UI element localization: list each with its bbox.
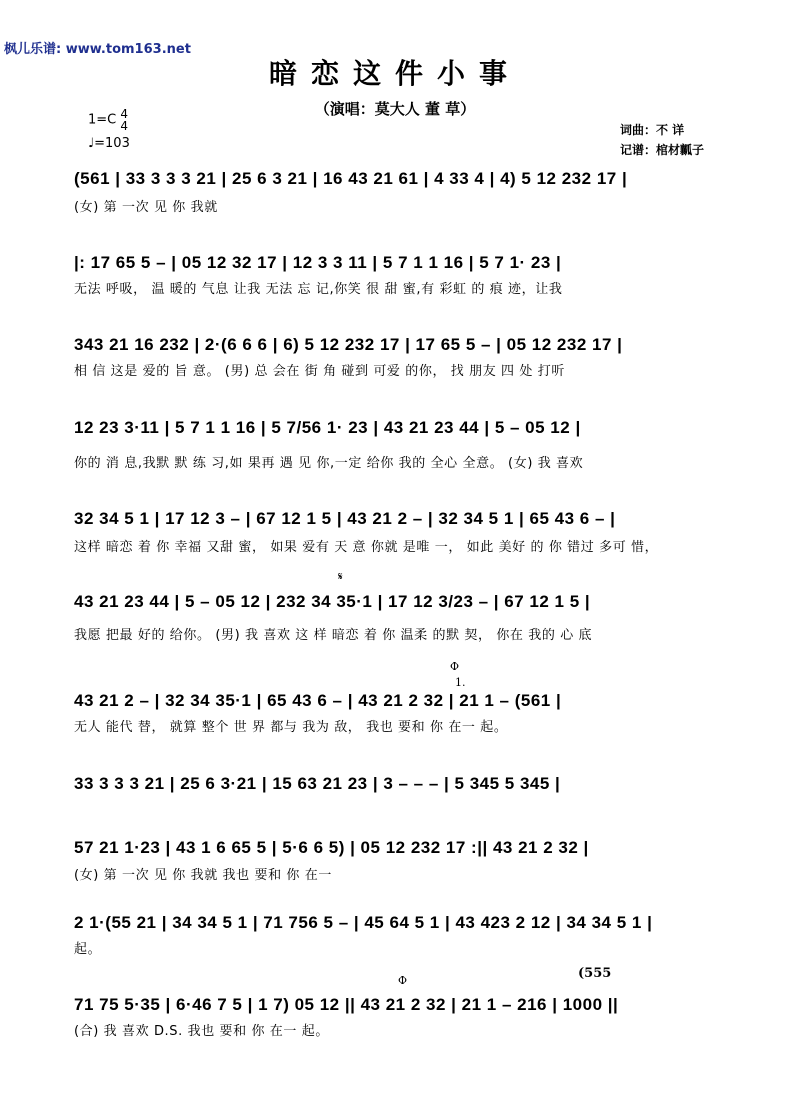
notation-row: 343 21 16 232 | 2·(6 6 6 | 6) 5 12 232 17 | 17 65 5 – | 05 12 232 17 | [74, 335, 623, 354]
lyric-row: 你的 消 息,我默 默 练 习,如 果再 遇 见 你,一定 给你 我的 全心 全意。 (女) 我 喜欢 [74, 456, 584, 471]
tempo-marking: ♩=103 [88, 136, 130, 151]
notation-row: 43 21 2 – | 32 34 35·1 | 65 43 6 – | 43 21 2 32 | 21 1 – (561 | [74, 691, 562, 710]
key-signature: 1=C [88, 112, 117, 128]
time-signature [120, 108, 128, 132]
song-title: 暗恋这件小事 [268, 57, 521, 90]
first-ending-mark: 1. [455, 676, 466, 689]
lyric-row: 相 信 这是 爱的 旨 意。 (男) 总 会在 街 角 碰到 可爱 的你， 找 朋友 四 处 打听 [74, 364, 565, 379]
lyric-row: 这样 暗恋 着 你 幸福 又甜 蜜， 如果 爱有 天 意 你就 是唯 一， 如此 美好 的 你 错过 多可 惜， [74, 540, 659, 555]
notation-row: 2 1·(55 21 | 34 34 5 1 | 71 756 5 – | 45 64 5 1 | 43 423 2 12 | 34 34 5 1 | [74, 913, 653, 932]
performers-subtitle: （演唱：莫大人 董 草） [314, 100, 476, 118]
transcriber: 记谱：棺材瓤子 [620, 143, 705, 157]
coda-mark-top: Φ [450, 660, 460, 673]
grace-notes: (555 [578, 966, 612, 981]
notation-row: 57 21 1·23 | 43 1 6 65 5 | 5·6 6 5) | 05 12 232 17 :|| 43 21 2 32 | [74, 838, 589, 857]
time-denominator: 4 [120, 119, 129, 133]
lyric-row: 无法 呼吸， 温 暖的 气息 让我 无法 忘 记,你笑 很 甜 蜜,有 彩虹 的 痕 迹，让我 [74, 282, 563, 297]
notation-row: 32 34 5 1 | 17 12 3 – | 67 12 1 5 | 43 21 2 – | 32 34 5 1 | 65 43 6 – | [74, 509, 616, 528]
notation-row: (561 | 33 3 3 3 21 | 25 6 3 21 | 16 43 21 61 | 4 33 4 | 4) 5 12 232 17 | [74, 169, 628, 188]
lyric-row: (女) 第 一次 见 你 我就 我也 要和 你 在一 [74, 868, 332, 883]
segno-mark: 𝄋 [338, 570, 343, 583]
lyric-row: 起。 [74, 942, 102, 957]
notation-row: 43 21 23 44 | 5 – 05 12 | 232 34 35·1 | 17 12 3/23 – | 67 12 1 5 | [74, 592, 591, 611]
lyric-row: (合) 我 喜欢 D.S. 我也 要和 你 在一 起。 [74, 1024, 329, 1039]
lyric-row: (女) 第 一次 见 你 我就 [74, 200, 218, 215]
notation-row: 33 3 3 3 21 | 25 6 3·21 | 15 63 21 23 | 3 – – – | 5 345 5 345 | [74, 774, 561, 793]
lyric-row: 我愿 把最 好的 给你。 (男) 我 喜欢 这 样 暗恋 着 你 温柔 的默 契， 你在 我的 心 底 [74, 628, 593, 643]
lyricist-composer: 词曲：不 详 [620, 123, 685, 137]
notation-row: |: 17 65 5 – | 05 12 32 17 | 12 3 3 11 | 5 7 1 1 16 | 5 7 1· 23 | [74, 253, 562, 272]
key-tempo-block [88, 108, 130, 151]
notation-row: 12 23 3·11 | 5 7 1 1 16 | 5 7/56 1· 23 | 43 21 23 44 | 5 – 05 12 | [74, 418, 581, 437]
credits-block [620, 120, 704, 160]
time-numerator: 4 [120, 107, 129, 121]
notation-row: 71 75 5·35 | 6·46 7 5 | 1 7) 05 12 || 43 21 2 32 | 21 1 – 216 | 1000 || [74, 995, 619, 1014]
lyric-row: 无人 能代 替， 就算 整个 世 界 都与 我为 敌， 我也 要和 你 在一 起。 [74, 720, 508, 735]
site-header: 枫儿乐谱: www.tom163.net [4, 42, 191, 57]
coda-mark-bottom: Φ [398, 974, 408, 987]
